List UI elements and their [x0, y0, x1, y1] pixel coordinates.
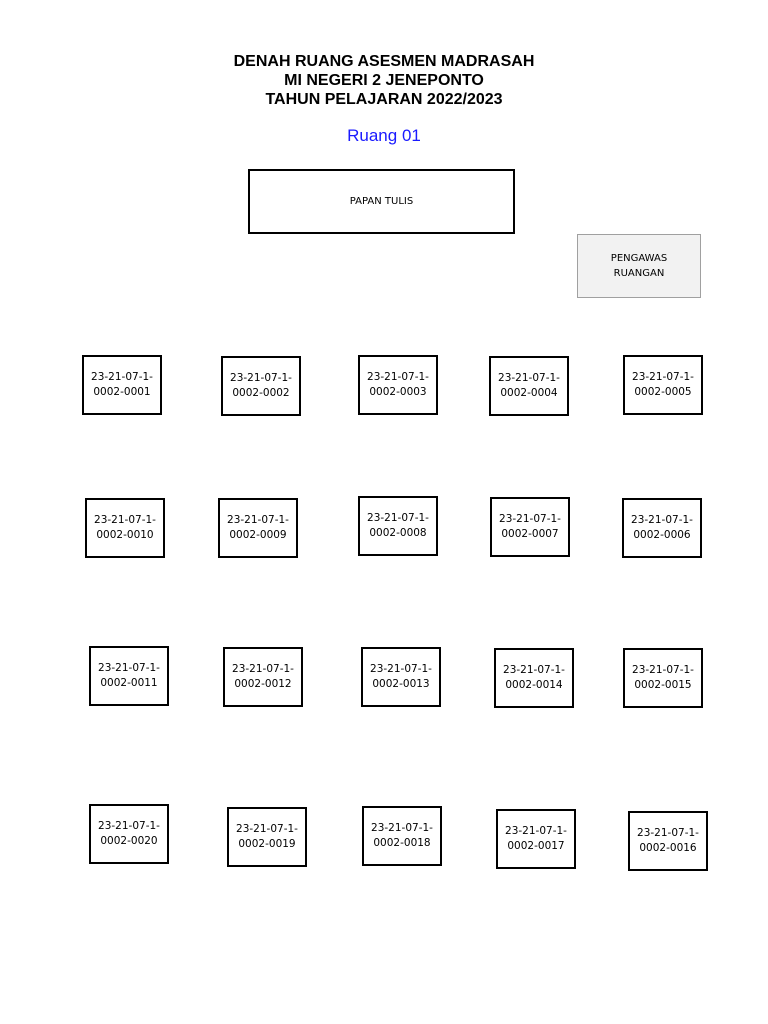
seat-code-top: 23-21-07-1- [632, 371, 694, 383]
seat-code-top: 23-21-07-1- [367, 371, 429, 383]
seat-code-bottom: 0002-0002 [232, 387, 290, 399]
seat-box [490, 497, 570, 557]
seat-code-bottom: 0002-0013 [372, 678, 430, 690]
seat-code-top: 23-21-07-1- [505, 825, 567, 837]
seat-code-top: 23-21-07-1- [499, 513, 561, 525]
seat-code-bottom: 0002-0003 [369, 386, 427, 398]
seat-box [494, 648, 574, 708]
seat-code-top: 23-21-07-1- [371, 822, 433, 834]
seat-box [489, 356, 569, 416]
seat-box [358, 355, 438, 415]
seat-code-top: 23-21-07-1- [370, 663, 432, 675]
seat-code-top: 23-21-07-1- [631, 514, 693, 526]
seat-box [628, 811, 708, 871]
seat-code-bottom: 0002-0017 [507, 840, 565, 852]
seat-box [362, 806, 442, 866]
whiteboard-label: PAPAN TULIS [349, 196, 414, 207]
seat-box [622, 498, 702, 558]
seat-box [89, 804, 169, 864]
seat-code-top: 23-21-07-1- [98, 662, 160, 674]
seat-box [89, 646, 169, 706]
seat-code-bottom: 0002-0012 [234, 678, 292, 690]
seat-box [85, 498, 165, 558]
room-name: Ruang 01 [347, 126, 421, 145]
seat-box [496, 809, 576, 869]
title-line-2: MI NEGERI 2 JENEPONTO [284, 72, 484, 89]
seat-box [358, 496, 438, 556]
seat-code-bottom: 0002-0007 [501, 528, 559, 540]
seat-code-top: 23-21-07-1- [367, 512, 429, 524]
seat-code-bottom: 0002-0010 [96, 529, 154, 541]
seat-code-bottom: 0002-0015 [634, 679, 692, 691]
seat-code-bottom: 0002-0001 [93, 386, 151, 398]
seat-code-bottom: 0002-0008 [369, 527, 427, 539]
seat-box [223, 647, 303, 707]
seat-box [227, 807, 307, 867]
seat-code-bottom: 0002-0009 [229, 529, 287, 541]
seat-box [361, 647, 441, 707]
seat-code-bottom: 0002-0016 [639, 842, 697, 854]
title-line-3: TAHUN PELAJARAN 2022/2023 [265, 91, 503, 108]
seat-code-bottom: 0002-0006 [633, 529, 691, 541]
proctor-label-line-1: PENGAWAS [610, 253, 668, 264]
seat-box [218, 498, 298, 558]
seat-code-bottom: 0002-0019 [238, 838, 296, 850]
seat-code-bottom: 0002-0005 [634, 386, 692, 398]
seat-code-top: 23-21-07-1- [637, 827, 699, 839]
seat-code-top: 23-21-07-1- [236, 823, 298, 835]
seat-code-top: 23-21-07-1- [98, 820, 160, 832]
seat-code-bottom: 0002-0014 [505, 679, 563, 691]
seat-code-top: 23-21-07-1- [503, 664, 565, 676]
seat-code-bottom: 0002-0018 [373, 837, 431, 849]
seat-box [623, 648, 703, 708]
seat-box [82, 355, 162, 415]
seat-box [221, 356, 301, 416]
proctor-label-line-2: RUANGAN [613, 268, 665, 279]
document-title [0, 52, 768, 109]
seat-code-top: 23-21-07-1- [230, 372, 292, 384]
seat-code-top: 23-21-07-1- [232, 663, 294, 675]
seat-code-top: 23-21-07-1- [91, 371, 153, 383]
proctor-desk [577, 234, 701, 298]
seat-code-top: 23-21-07-1- [498, 372, 560, 384]
seat-code-bottom: 0002-0004 [500, 387, 558, 399]
seat-code-top: 23-21-07-1- [227, 514, 289, 526]
title-line-1: DENAH RUANG ASESMEN MADRASAH [233, 53, 535, 70]
seat-code-bottom: 0002-0011 [100, 677, 158, 689]
seat-code-bottom: 0002-0020 [100, 835, 158, 847]
whiteboard [248, 169, 515, 234]
seat-code-top: 23-21-07-1- [632, 664, 694, 676]
seat-code-top: 23-21-07-1- [94, 514, 156, 526]
seat-box [623, 355, 703, 415]
